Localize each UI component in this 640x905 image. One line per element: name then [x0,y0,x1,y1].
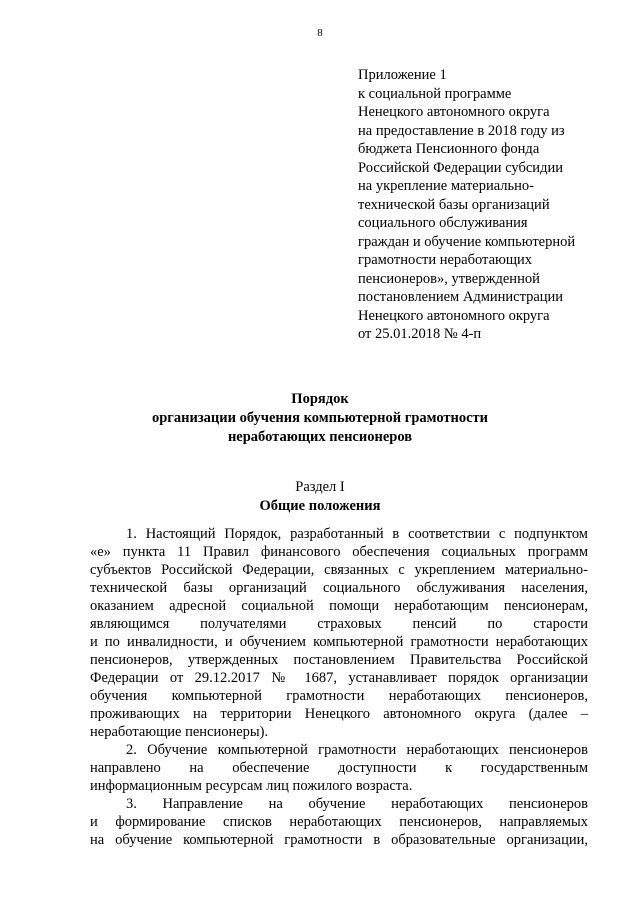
text-line: информационным ресурсам лиц пожилого возраста. [90,778,413,794]
appendix-line: постановлением Администрации [358,289,564,305]
document-title [0,390,640,447]
appendix-line: к социальной программе [358,85,512,102]
paragraph-3 [90,795,588,849]
appendix-line: грамотности неработающих [358,252,533,268]
text-line: направлено на обеспечение доступности к государственным [90,760,588,776]
appendix-line: на укрепление материально- [358,178,534,194]
text-line: и формирование списков неработающих пенсионеров, направляемых [90,814,588,830]
section-heading: Общие положения [259,498,381,514]
text-line: 2. Обучение компьютерной грамотности неработающих пенсионеров [126,742,588,758]
page-number: 8 [317,27,323,39]
appendix-line: Приложение 1 [358,67,447,83]
text-line: 1. Настоящий Порядок, разработанный в соответствии с подпунктом [126,526,588,542]
appendix-line: от 25.01.2018 № 4-п [358,326,482,342]
section-header [0,478,640,516]
text-line: Федерации от 29.12.2017 № 1687, устанавливает порядок организации [90,670,588,686]
text-line: технической базы организаций социального обслуживания населения, [90,580,588,596]
title-line: Порядок [291,391,349,407]
appendix-line: Российской Федерации субсидии [358,159,563,176]
text-line: 3. Направление на обучение неработающих пенсионеров [126,796,588,812]
appendix-line: социального обслуживания [358,215,528,231]
paragraph-2 [90,741,588,795]
appendix-line: технической базы организаций [358,196,550,213]
text-line: проживающих на территории Ненецкого автономного округа (далее – [90,706,588,722]
appendix-line: бюджета Пенсионного фонда [358,141,540,157]
section-label: Раздел I [295,479,345,495]
text-line: обучения компьютерной грамотности неработающих пенсионеров, [90,688,588,704]
document-body [90,525,588,849]
text-line: на обучение компьютерной грамотности в образовательные организации, [90,832,588,848]
appendix-line: на предоставление в 2018 году из [358,122,565,139]
text-line: пенсионеров, утвержденных постановлением Правительства Российской [90,652,588,668]
title-line: неработающих пенсионеров [227,429,413,445]
appendix-line: граждан и обучение компьютерной [358,233,576,250]
text-line: и по инвалидности, и обучением компьютерной грамотности неработающих [90,634,588,650]
text-line: неработающие пенсионеры). [90,724,269,740]
text-line: оказанием адресной социальной помощи неработающим пенсионерам, [90,598,588,614]
text-line: субъектов Российской Федерации, связанных с укреплением материально- [90,562,588,578]
appendix-line: Ненецкого автономного округа [358,104,550,120]
appendix-line: Ненецкого автономного округа [358,307,550,324]
title-line: организации обучения компьютерной грамотности [151,410,489,426]
paragraph-1 [90,525,588,741]
text-line: «е» пункта 11 Правил финансового обеспечения социальных программ [90,544,588,560]
appendix-line: пенсионеров», утвержденной [358,270,540,287]
appendix-block [358,66,608,344]
text-line: являющимся получателями страховых пенсий по старости [90,616,588,632]
